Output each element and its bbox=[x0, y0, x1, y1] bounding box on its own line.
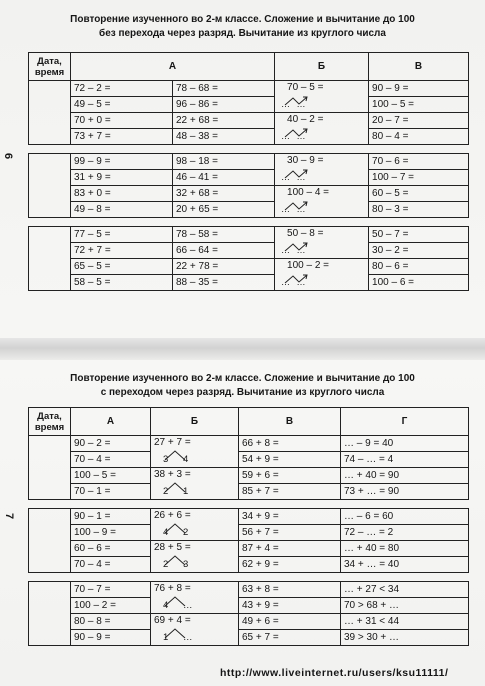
header-b: Б bbox=[151, 408, 239, 436]
decomposition-exercise bbox=[151, 541, 238, 572]
title-line-1: Повторение изученного во 2-м классе. Сложение и вычитание до 100 bbox=[70, 13, 415, 25]
exercise-cell: 20 + 65 = bbox=[173, 202, 275, 218]
table-row bbox=[29, 509, 469, 525]
decomposition-cell bbox=[151, 436, 239, 468]
exercise-cell: 56 + 7 = bbox=[239, 525, 341, 541]
exercise-cell: 70 > 68 + … bbox=[341, 598, 469, 614]
exercise-cell: 74 – … = 4 bbox=[341, 452, 469, 468]
separator-cell bbox=[369, 145, 469, 154]
split-digit: … bbox=[183, 632, 193, 643]
table-row bbox=[29, 614, 469, 630]
separator-cell bbox=[151, 500, 239, 509]
date-time-cell[interactable] bbox=[29, 582, 71, 646]
exercise-cell: 90 – 9 = bbox=[71, 630, 151, 646]
split-digit: 2 bbox=[183, 527, 189, 538]
header-v: В bbox=[239, 408, 341, 436]
exercise-cell: 99 – 9 = bbox=[71, 154, 173, 170]
exercise-cell: 70 – 4 = bbox=[71, 452, 151, 468]
answer-dots: … … bbox=[281, 277, 308, 287]
header-date: Дата, время bbox=[29, 53, 71, 81]
decomposition-exercise bbox=[151, 582, 238, 613]
table-row bbox=[29, 436, 469, 452]
date-time-cell[interactable] bbox=[29, 227, 71, 291]
split-digit: 3 bbox=[183, 559, 189, 570]
exercise-cell: 70 + 0 = bbox=[71, 113, 173, 129]
decomposition-cell bbox=[151, 509, 239, 541]
separator-cell bbox=[341, 573, 469, 582]
exercise-cell: 39 > 30 + … bbox=[341, 630, 469, 646]
exercise-cell: … + 40 = 90 bbox=[341, 468, 469, 484]
separator-cell bbox=[71, 573, 151, 582]
decomposition-cell bbox=[275, 81, 369, 113]
table-row bbox=[29, 202, 469, 218]
table-row bbox=[29, 186, 469, 202]
decomposition-exercise bbox=[151, 468, 238, 499]
split-digit: 4 bbox=[183, 454, 189, 465]
exercise-cell: 66 + 8 = bbox=[239, 436, 341, 452]
equation-text: 70 – 5 = bbox=[287, 82, 324, 93]
table-row bbox=[29, 484, 469, 500]
exercise-cell: 72 – … = 2 bbox=[341, 525, 469, 541]
decomposition-exercise bbox=[275, 227, 368, 258]
page-gutter bbox=[0, 338, 485, 360]
exercise-cell: 50 – 7 = bbox=[369, 227, 469, 243]
exercise-cell: 70 – 4 = bbox=[71, 557, 151, 573]
separator-cell bbox=[341, 500, 469, 509]
decomposition-exercise bbox=[275, 259, 368, 290]
table-row bbox=[29, 598, 469, 614]
split-digit: 2 bbox=[163, 486, 169, 497]
separator-cell bbox=[239, 573, 341, 582]
decomposition-cell bbox=[275, 227, 369, 259]
exercise-cell: 88 – 35 = bbox=[173, 275, 275, 291]
decomposition-cell bbox=[275, 186, 369, 218]
exercise-cell: 30 – 2 = bbox=[369, 243, 469, 259]
separator-cell bbox=[151, 573, 239, 582]
equation-text: 26 + 6 = bbox=[154, 510, 191, 521]
separator-cell bbox=[71, 145, 173, 154]
exercise-cell: 49 – 5 = bbox=[71, 97, 173, 113]
header-g: Г bbox=[341, 408, 469, 436]
header-b: Б bbox=[275, 53, 369, 81]
exercise-cell: 78 – 68 = bbox=[173, 81, 275, 97]
separator-cell bbox=[29, 573, 71, 582]
header-a: А bbox=[71, 53, 275, 81]
equation-text: 30 – 9 = bbox=[287, 155, 324, 166]
separator-cell bbox=[29, 218, 71, 227]
table-row bbox=[29, 452, 469, 468]
block-separator bbox=[29, 573, 469, 582]
exercise-cell: 98 – 18 = bbox=[173, 154, 275, 170]
exercise-cell: 80 – 8 = bbox=[71, 614, 151, 630]
exercise-cell: 65 – 5 = bbox=[71, 259, 173, 275]
exercise-cell: 100 – 9 = bbox=[71, 525, 151, 541]
equation-text: 27 + 7 = bbox=[154, 437, 191, 448]
date-time-cell[interactable] bbox=[29, 509, 71, 573]
exercise-cell: 22 + 78 = bbox=[173, 259, 275, 275]
split-digit: 2 bbox=[163, 559, 169, 570]
exercise-cell: 60 – 5 = bbox=[369, 186, 469, 202]
exercise-cell: 70 – 6 = bbox=[369, 154, 469, 170]
exercise-cell: 87 + 4 = bbox=[239, 541, 341, 557]
equation-text: 50 – 8 = bbox=[287, 228, 324, 239]
exercise-table-bottom bbox=[28, 407, 469, 646]
exercise-cell: 83 + 0 = bbox=[71, 186, 173, 202]
exercise-cell: 63 + 8 = bbox=[239, 582, 341, 598]
decomposition-exercise bbox=[275, 154, 368, 185]
page-7-title bbox=[12, 371, 473, 399]
decomposition-cell bbox=[151, 582, 239, 614]
exercise-cell: 73 + … = 90 bbox=[341, 484, 469, 500]
separator-cell bbox=[173, 218, 275, 227]
equation-text: 76 + 8 = bbox=[154, 583, 191, 594]
split-digit: 1 bbox=[163, 632, 169, 643]
table-row bbox=[29, 630, 469, 646]
block-separator bbox=[29, 500, 469, 509]
separator-cell bbox=[29, 145, 71, 154]
decomposition-cell bbox=[151, 541, 239, 573]
exercise-cell: 49 – 8 = bbox=[71, 202, 173, 218]
separator-cell bbox=[275, 218, 369, 227]
exercise-cell: 34 + 9 = bbox=[239, 509, 341, 525]
exercise-cell: 85 + 7 = bbox=[239, 484, 341, 500]
date-time-cell[interactable] bbox=[29, 154, 71, 218]
table-row bbox=[29, 170, 469, 186]
exercise-cell: 77 – 5 = bbox=[71, 227, 173, 243]
split-digit: 4 bbox=[163, 600, 169, 611]
exercise-cell: 60 – 6 = bbox=[71, 541, 151, 557]
exercise-cell: … + 31 < 44 bbox=[341, 614, 469, 630]
table-row bbox=[29, 113, 469, 129]
exercise-cell: 90 – 2 = bbox=[71, 436, 151, 452]
exercise-cell: 90 – 1 = bbox=[71, 509, 151, 525]
table-row bbox=[29, 129, 469, 145]
separator-cell bbox=[71, 500, 151, 509]
table-row bbox=[29, 243, 469, 259]
decomposition-exercise bbox=[151, 436, 238, 467]
exercise-cell: 49 + 6 = bbox=[239, 614, 341, 630]
date-time-cell[interactable] bbox=[29, 81, 71, 145]
exercise-cell: 78 – 58 = bbox=[173, 227, 275, 243]
exercise-cell: … + 40 = 80 bbox=[341, 541, 469, 557]
table-row bbox=[29, 81, 469, 97]
exercise-cell: 80 – 6 = bbox=[369, 259, 469, 275]
equation-text: 38 + 3 = bbox=[154, 469, 191, 480]
table-row bbox=[29, 97, 469, 113]
split-digit: 3 bbox=[163, 454, 169, 465]
table-row bbox=[29, 275, 469, 291]
decomposition-exercise bbox=[275, 186, 368, 217]
equation-text: 69 + 4 = bbox=[154, 615, 191, 626]
title-line-2: с переходом через разряд. Вычитание из круглого числа bbox=[100, 386, 385, 398]
header-date: Дата, время bbox=[29, 408, 71, 436]
answer-dots: … … bbox=[281, 245, 308, 255]
block-separator bbox=[29, 218, 469, 227]
exercise-cell: 96 – 86 = bbox=[173, 97, 275, 113]
exercise-cell: 72 – 2 = bbox=[71, 81, 173, 97]
page-6-title bbox=[12, 12, 473, 40]
footer-url: http://www.liveinternet.ru/users/ksu11111/ bbox=[220, 667, 449, 679]
exercise-cell: 80 – 3 = bbox=[369, 202, 469, 218]
exercise-cell: 59 + 6 = bbox=[239, 468, 341, 484]
exercise-cell: 34 + … = 40 bbox=[341, 557, 469, 573]
exercise-cell: 31 + 9 = bbox=[71, 170, 173, 186]
decomposition-exercise bbox=[151, 614, 238, 645]
exercise-table-top bbox=[28, 52, 469, 291]
exercise-cell: 54 + 9 = bbox=[239, 452, 341, 468]
table-row bbox=[29, 541, 469, 557]
separator-cell bbox=[369, 218, 469, 227]
header-a: А bbox=[71, 408, 151, 436]
exercise-cell: … – 6 = 60 bbox=[341, 509, 469, 525]
exercise-cell: 58 – 5 = bbox=[71, 275, 173, 291]
split-digit: 1 bbox=[183, 486, 189, 497]
table-row bbox=[29, 468, 469, 484]
separator-cell bbox=[239, 500, 341, 509]
exercise-cell: 100 – 5 = bbox=[71, 468, 151, 484]
equation-text: 100 – 2 = bbox=[287, 260, 329, 271]
decomposition-cell bbox=[275, 154, 369, 186]
exercise-cell: 65 + 7 = bbox=[239, 630, 341, 646]
decomposition-cell bbox=[275, 113, 369, 145]
separator-cell bbox=[71, 218, 173, 227]
exercise-cell: 70 – 7 = bbox=[71, 582, 151, 598]
decomposition-exercise bbox=[151, 509, 238, 540]
exercise-cell: … + 27 < 34 bbox=[341, 582, 469, 598]
answer-dots: … … bbox=[281, 99, 308, 109]
exercise-cell: 80 – 4 = bbox=[369, 129, 469, 145]
equation-text: 40 – 2 = bbox=[287, 114, 324, 125]
exercise-cell: 46 – 41 = bbox=[173, 170, 275, 186]
title-line-1: Повторение изученного во 2-м классе. Сложение и вычитание до 100 bbox=[70, 372, 415, 384]
table-row bbox=[29, 259, 469, 275]
decomposition-exercise bbox=[275, 113, 368, 144]
table-row bbox=[29, 525, 469, 541]
separator-cell bbox=[275, 145, 369, 154]
answer-dots: … … bbox=[281, 172, 308, 182]
table-row bbox=[29, 582, 469, 598]
exercise-cell: 22 + 68 = bbox=[173, 113, 275, 129]
exercise-cell: 100 – 6 = bbox=[369, 275, 469, 291]
equation-text: 28 + 5 = bbox=[154, 542, 191, 553]
decomposition-cell bbox=[275, 259, 369, 291]
exercise-cell: 32 + 68 = bbox=[173, 186, 275, 202]
exercise-cell: 90 – 9 = bbox=[369, 81, 469, 97]
exercise-cell: 48 – 38 = bbox=[173, 129, 275, 145]
exercise-cell: 72 + 7 = bbox=[71, 243, 173, 259]
exercise-cell: 66 – 64 = bbox=[173, 243, 275, 259]
separator-cell bbox=[173, 145, 275, 154]
exercise-cell: 20 – 7 = bbox=[369, 113, 469, 129]
title-line-2: без перехода через разряд. Вычитание из круглого числа bbox=[99, 27, 386, 39]
exercise-cell: 100 – 2 = bbox=[71, 598, 151, 614]
table-row bbox=[29, 227, 469, 243]
exercise-cell: 100 – 5 = bbox=[369, 97, 469, 113]
exercise-cell: … – 9 = 40 bbox=[341, 436, 469, 452]
table-row bbox=[29, 557, 469, 573]
split-digit: … bbox=[183, 600, 193, 611]
answer-dots: … … bbox=[281, 131, 308, 141]
exercise-cell: 43 + 9 = bbox=[239, 598, 341, 614]
table-row bbox=[29, 154, 469, 170]
equation-text: 100 – 4 = bbox=[287, 187, 329, 198]
decomposition-exercise bbox=[275, 81, 368, 112]
answer-dots: … … bbox=[281, 204, 308, 214]
exercise-cell: 100 – 7 = bbox=[369, 170, 469, 186]
page-number: 7 bbox=[3, 512, 16, 520]
decomposition-cell bbox=[151, 614, 239, 646]
split-digit: 4 bbox=[163, 527, 169, 538]
date-time-cell[interactable] bbox=[29, 436, 71, 500]
separator-cell bbox=[29, 500, 71, 509]
exercise-cell: 73 + 7 = bbox=[71, 129, 173, 145]
header-v: В bbox=[369, 53, 469, 81]
block-separator bbox=[29, 145, 469, 154]
page-number: 6 bbox=[2, 152, 15, 160]
decomposition-cell bbox=[151, 468, 239, 500]
exercise-cell: 70 – 1 = bbox=[71, 484, 151, 500]
exercise-cell: 62 + 9 = bbox=[239, 557, 341, 573]
